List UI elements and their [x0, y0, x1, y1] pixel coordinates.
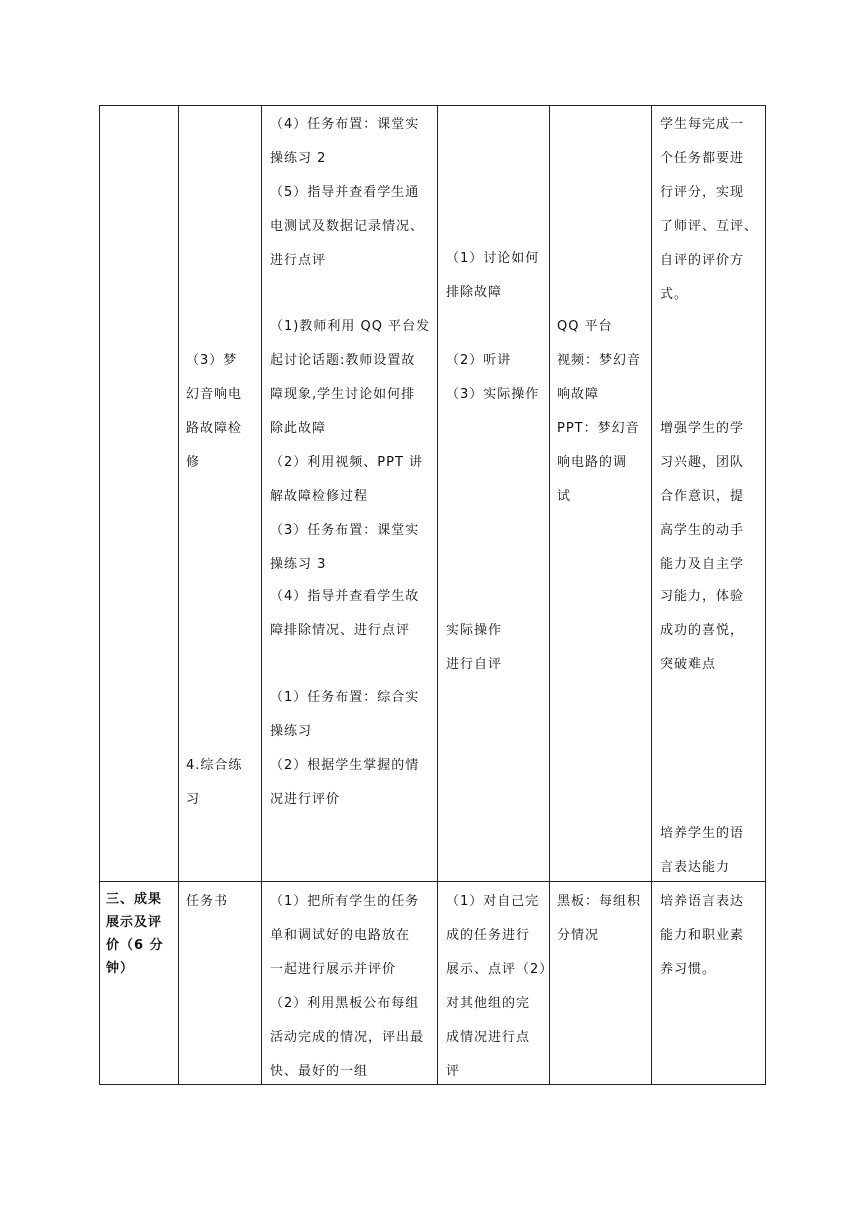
row1-col6-line: 突破难点: [660, 657, 717, 672]
row1-col6-line: 学生每完成一: [660, 117, 745, 132]
row2-col2-line: 任务书: [186, 894, 229, 909]
row1-col3-line: 操练习 3: [270, 557, 327, 572]
row2-col3-line: 单和调试好的电路放在: [270, 928, 411, 943]
row1-col5-line: QQ 平台: [557, 319, 613, 334]
row2-col1-line: 价（6 分: [106, 938, 164, 953]
row1-col3-line: 操练习: [270, 724, 313, 739]
row2-col4-line: （1）对自己完: [446, 894, 540, 909]
row2-col4-line: 评: [446, 1064, 461, 1079]
row1-col4-line: （2）听讲: [446, 353, 512, 368]
row1-col3-line: 障排除情况、进行点评: [270, 623, 411, 638]
row1-col6-line: 言表达能力: [660, 860, 731, 875]
row1-col6-line: 成功的喜悦，: [660, 623, 745, 638]
row1-col6-line: 习能力，体验: [660, 589, 745, 604]
row1-col2-line: 路故障检: [186, 421, 243, 436]
column-border-6: [651, 105, 652, 1085]
table-top-border: [99, 105, 766, 106]
row2-col1-line: 三、成果: [106, 892, 163, 907]
row1-col6-line: 式。: [660, 287, 689, 302]
row1-col4-line: 进行自评: [446, 657, 503, 672]
row1-col3-line: （2）利用视频、PPT 讲: [270, 455, 424, 470]
row1-col3-line: 进行点评: [270, 253, 327, 268]
row2-col6-line: 能力和职业素: [660, 928, 745, 943]
row2-col1-line: 展示及评: [106, 915, 163, 930]
row1-col4-line: （3）实际操作: [446, 387, 540, 402]
row1-col6-line: 行评分，实现: [660, 185, 745, 200]
row1-col6-line: 了师评、互评、: [660, 219, 759, 234]
row2-col4-line: 展示、点评（2）: [446, 962, 554, 977]
row1-col2-line: 习: [186, 792, 201, 807]
row2-col3-line: 活动完成的情况，评出最: [270, 1030, 425, 1045]
row1-col2-line: 修: [186, 455, 201, 470]
row1-col2-line: 幻音响电: [186, 387, 243, 402]
row1-col3-line: （4）任务布置：课堂实: [270, 117, 420, 132]
row1-col3-line: （2）根据学生掌握的情: [270, 758, 420, 773]
row2-col5-line: 黑板：每组积: [557, 894, 642, 909]
row1-col5-line: 试: [557, 489, 572, 504]
row1-col3-line: 障现象,学生讨论如何排: [270, 387, 416, 402]
row2-col4-line: 成情况进行点: [446, 1030, 531, 1045]
row2-col6-line: 培养语言表达: [660, 894, 745, 909]
row1-col3-line: 电测试及数据记录情况、: [270, 219, 425, 234]
row1-col2-line: （3）梦: [186, 353, 238, 368]
row1-col3-line: 操练习 2: [270, 151, 327, 166]
row1-col5-line: 响故障: [557, 387, 600, 402]
row1-col3-line: （3）任务布置：课堂实: [270, 523, 420, 538]
row2-col5-line: 分情况: [557, 928, 600, 943]
row1-col6-line: 习兴趣，团队: [660, 455, 745, 470]
column-border-5: [549, 105, 550, 1085]
row1-col6-line: 增强学生的学: [660, 421, 745, 436]
row1-col6-line: 个任务都要进: [660, 151, 745, 166]
row1-col3-line: 解故障检修过程: [270, 489, 369, 504]
row2-col3-line: 快、最好的一组: [270, 1064, 369, 1079]
row1-col3-line: 除此故障: [270, 421, 327, 436]
row1-col6-line: 高学生的动手: [660, 523, 745, 538]
row1-col3-line: （1）任务布置：综合实: [270, 690, 420, 705]
column-border-3: [261, 105, 262, 1085]
column-border-1: [99, 105, 100, 1085]
row1-col3-line: （1)教师利用 QQ 平台发: [270, 319, 431, 334]
row1-col3-line: 况进行评价: [270, 792, 341, 807]
row1-col5-line: PPT：梦幻音: [557, 421, 640, 436]
row2-col3-line: 一起进行展示并评价: [270, 962, 397, 977]
row2-col3-line: （1）把所有学生的任务: [270, 894, 420, 909]
column-border-7: [765, 105, 766, 1085]
row2-col4-line: 成的任务进行: [446, 928, 531, 943]
row1-col3-line: 起讨论话题:教师设置故: [270, 353, 416, 368]
row2-col3-line: （2）利用黑板公布每组: [270, 996, 420, 1011]
column-border-4: [437, 105, 438, 1085]
row2-col4-line: 对其他组的完: [446, 996, 531, 1011]
row1-col5-line: 视频：梦幻音: [557, 353, 642, 368]
row1-col6-line: 能力及自主学: [660, 557, 745, 572]
row1-col4-line: 实际操作: [446, 623, 503, 638]
row2-col6-line: 养习惯。: [660, 962, 717, 977]
row1-col4-line: 排除故障: [446, 285, 503, 300]
table-bottom-border: [99, 1084, 766, 1085]
row1-col6-line: 合作意识，提: [660, 489, 745, 504]
row1-col6-line: 培养学生的语: [660, 826, 745, 841]
row1-col5-line: 响电路的调: [557, 455, 628, 470]
row1-col4-line: （1）讨论如何: [446, 251, 540, 266]
row1-col2-line: 4.综合练: [186, 758, 243, 773]
row2-col1-line: 钟）: [106, 961, 135, 976]
column-border-2: [178, 105, 179, 1085]
row1-col6-line: 自评的评价方: [660, 253, 745, 268]
row1-col3-line: （4）指导并查看学生故: [270, 589, 420, 604]
row1-col3-line: （5）指导并查看学生通: [270, 185, 420, 200]
